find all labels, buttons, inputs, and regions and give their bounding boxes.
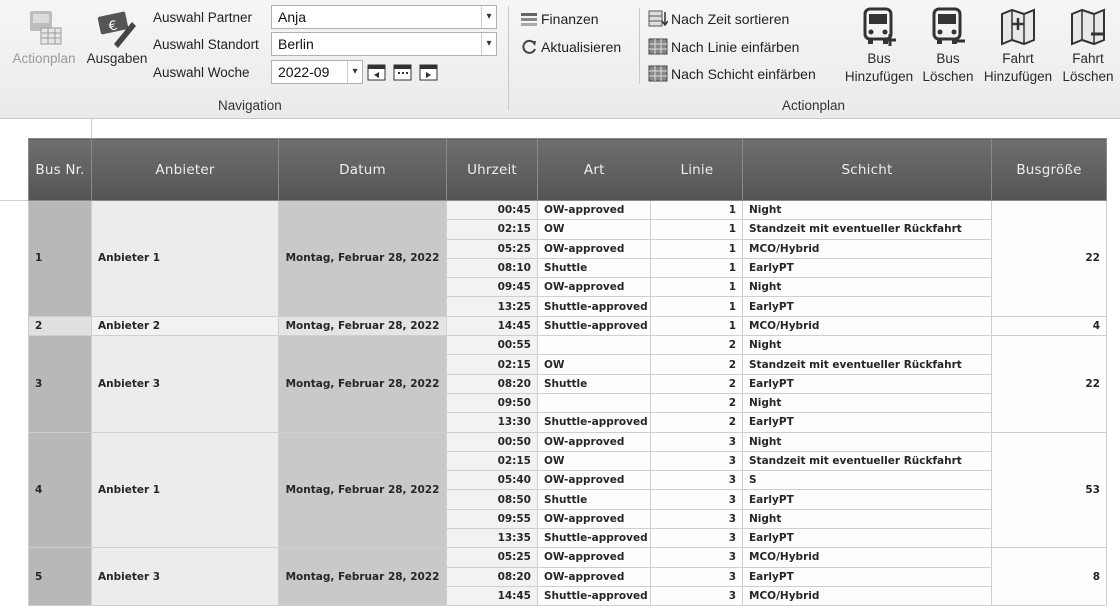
map-delete-icon — [1068, 6, 1108, 48]
cell-anbieter[interactable]: Anbieter 3 — [92, 336, 279, 432]
cell-schicht[interactable]: MCO/Hybrid — [743, 548, 992, 567]
cell-uhrzeit[interactable]: 13:35 — [447, 529, 538, 548]
header-datum[interactable]: Datum — [279, 139, 447, 201]
header-uhrzeit[interactable]: Uhrzeit — [447, 139, 538, 201]
bus-delete-label-2: Löschen — [922, 69, 974, 84]
partner-label: Auswahl Partner — [153, 10, 253, 25]
map-add-icon — [998, 6, 1038, 48]
cell-linie[interactable]: 1 — [651, 220, 743, 239]
cell-uhrzeit[interactable]: 14:45 — [447, 316, 538, 335]
cell-bus-nr[interactable]: 1 — [29, 201, 92, 317]
cell-schicht[interactable]: Night — [743, 432, 992, 451]
cell-art[interactable]: Shuttle-approved — [538, 297, 651, 316]
actionplan-label: Actionplan — [12, 51, 76, 66]
cell-datum[interactable]: Montag, Februar 28, 2022 — [279, 336, 447, 432]
cell-art[interactable] — [538, 336, 651, 355]
chevron-down-icon[interactable]: ▾ — [481, 6, 496, 28]
cell-linie[interactable]: 1 — [651, 297, 743, 316]
ausgaben-label: Ausgaben — [86, 51, 148, 66]
cell-schicht[interactable]: Night — [743, 509, 992, 528]
cell-schicht[interactable]: EarlyPT — [743, 413, 992, 432]
next-week-icon[interactable] — [419, 63, 439, 81]
cell-art[interactable]: OW-approved — [538, 278, 651, 297]
header-linie[interactable]: Linie — [651, 139, 743, 201]
cell-busgroesse[interactable]: 22 — [992, 201, 1107, 317]
bus-add-icon — [859, 6, 899, 48]
header-schicht[interactable]: Schicht — [743, 139, 992, 201]
bus-delete-button[interactable] — [920, 6, 976, 86]
cell-art[interactable]: OW-approved — [538, 567, 651, 586]
cell-art[interactable]: OW-approved — [538, 548, 651, 567]
cell-linie[interactable]: 2 — [651, 355, 743, 374]
cell-uhrzeit[interactable]: 02:15 — [447, 355, 538, 374]
calendar-icon[interactable] — [393, 63, 413, 81]
ausgaben-button[interactable] — [84, 8, 150, 68]
bus-add-label-1: Bus — [867, 51, 891, 66]
table-header-row — [29, 139, 1107, 201]
cell-bus-nr[interactable]: 3 — [29, 336, 92, 432]
cell-art[interactable]: OW-approved — [538, 509, 651, 528]
cell-linie[interactable]: 3 — [651, 471, 743, 490]
bus-add-button[interactable] — [838, 6, 920, 86]
cell-uhrzeit[interactable]: 00:55 — [447, 336, 538, 355]
svg-text:€: € — [107, 18, 119, 35]
aktualisieren-label: Aktualisieren — [541, 39, 622, 55]
previous-week-icon[interactable] — [367, 63, 387, 81]
cell-linie[interactable]: 2 — [651, 393, 743, 412]
fahrt-add-label-1: Fahrt — [1002, 51, 1034, 66]
fahrt-delete-button[interactable] — [1058, 6, 1118, 86]
color-table-icon — [648, 65, 668, 82]
aktualisieren-button[interactable] — [520, 38, 621, 56]
cell-schicht[interactable]: Standzeit mit eventueller Rückfahrt — [743, 355, 992, 374]
cell-datum[interactable]: Montag, Februar 28, 2022 — [279, 316, 447, 335]
cell-art[interactable]: OW-approved — [538, 471, 651, 490]
cell-schicht[interactable]: EarlyPT — [743, 374, 992, 393]
cell-schicht[interactable]: EarlyPT — [743, 529, 992, 548]
cell-uhrzeit[interactable]: 05:40 — [447, 471, 538, 490]
cell-busgroesse[interactable]: 4 — [992, 316, 1107, 335]
navigation-group-label: Navigation — [218, 98, 282, 113]
partner-select[interactable] — [271, 5, 497, 29]
cell-datum[interactable]: Montag, Februar 28, 2022 — [279, 201, 447, 317]
cell-uhrzeit[interactable]: 05:25 — [447, 548, 538, 567]
finanzen-button[interactable] — [520, 10, 599, 28]
cell-schicht[interactable]: Night — [743, 393, 992, 412]
cell-linie[interactable]: 2 — [651, 374, 743, 393]
finanzen-label: Finanzen — [541, 11, 599, 27]
cell-linie[interactable]: 2 — [651, 336, 743, 355]
cell-linie[interactable]: 2 — [651, 413, 743, 432]
cell-busgroesse[interactable]: 8 — [992, 548, 1107, 606]
cell-linie[interactable]: 3 — [651, 548, 743, 567]
cell-linie[interactable]: 3 — [651, 509, 743, 528]
color-by-shift-button[interactable] — [648, 65, 816, 83]
cell-art[interactable]: OW-approved — [538, 239, 651, 258]
cell-uhrzeit[interactable]: 14:45 — [447, 586, 538, 605]
euro-note-pen-icon — [96, 8, 138, 48]
bus-delete-icon — [928, 6, 968, 48]
cell-uhrzeit[interactable]: 08:20 — [447, 374, 538, 393]
cell-linie[interactable]: 3 — [651, 529, 743, 548]
cell-schicht[interactable]: Standzeit mit eventueller Rückfahrt — [743, 451, 992, 470]
cell-linie[interactable]: 3 — [651, 567, 743, 586]
standort-label: Auswahl Standort — [153, 37, 259, 52]
refresh-icon — [520, 39, 538, 55]
cell-art[interactable]: Shuttle — [538, 258, 651, 277]
cell-schicht[interactable]: MCO/Hybrid — [743, 586, 992, 605]
woche-select[interactable] — [271, 60, 363, 84]
actionplan-table — [28, 138, 1107, 606]
cell-art[interactable]: OW — [538, 355, 651, 374]
header-busgroesse[interactable]: Busgröße — [992, 139, 1107, 201]
woche-label: Auswahl Woche — [153, 65, 250, 80]
fahrt-delete-label-1: Fahrt — [1072, 51, 1104, 66]
cell-linie[interactable]: 1 — [651, 239, 743, 258]
cell-uhrzeit[interactable]: 00:50 — [447, 432, 538, 451]
bus-add-label-2: Hinzufügen — [844, 69, 914, 84]
cell-linie[interactable]: 1 — [651, 316, 743, 335]
cell-art[interactable]: Shuttle — [538, 490, 651, 509]
cell-uhrzeit[interactable]: 13:25 — [447, 297, 538, 316]
cell-schicht[interactable]: MCO/Hybrid — [743, 316, 992, 335]
cell-schicht[interactable]: S — [743, 471, 992, 490]
cell-uhrzeit[interactable]: 02:15 — [447, 220, 538, 239]
cell-art[interactable]: Shuttle-approved — [538, 586, 651, 605]
cell-anbieter[interactable]: Anbieter 2 — [92, 316, 279, 335]
chevron-down-icon[interactable]: ▾ — [347, 61, 362, 83]
cell-uhrzeit[interactable]: 08:50 — [447, 490, 538, 509]
header-bus-nr[interactable]: Bus Nr. — [29, 139, 92, 201]
finance-icon — [520, 11, 538, 27]
cell-datum[interactable]: Montag, Februar 28, 2022 — [279, 548, 447, 606]
standort-select[interactable] — [271, 32, 497, 56]
table-row — [29, 336, 1107, 355]
cell-bus-nr[interactable]: 4 — [29, 432, 92, 548]
cell-linie[interactable]: 1 — [651, 278, 743, 297]
cell-uhrzeit[interactable]: 09:55 — [447, 509, 538, 528]
sort-by-time-label: Nach Zeit sortieren — [671, 11, 790, 27]
cell-schicht[interactable]: EarlyPT — [743, 258, 992, 277]
cell-art[interactable]: OW-approved — [538, 201, 651, 220]
header-art[interactable]: Art — [538, 139, 651, 201]
sort-table-icon — [648, 10, 668, 27]
table-row — [29, 316, 1107, 335]
color-by-line-button[interactable] — [648, 38, 799, 56]
table-row — [29, 432, 1107, 451]
color-table-icon — [648, 38, 668, 55]
cell-anbieter[interactable]: Anbieter 1 — [92, 201, 279, 317]
cell-schicht[interactable]: Night — [743, 201, 992, 220]
header-anbieter[interactable]: Anbieter — [92, 139, 279, 201]
cell-schicht[interactable]: EarlyPT — [743, 297, 992, 316]
woche-value: 2022-09 — [278, 64, 330, 80]
cell-art[interactable]: Shuttle-approved — [538, 529, 651, 548]
cell-schicht[interactable]: MCO/Hybrid — [743, 239, 992, 258]
actionplan-button[interactable] — [8, 8, 80, 68]
cell-art[interactable]: OW-approved — [538, 432, 651, 451]
sheet-gridline — [0, 200, 28, 201]
cell-linie[interactable]: 1 — [651, 258, 743, 277]
cell-linie[interactable]: 3 — [651, 586, 743, 605]
cell-uhrzeit[interactable]: 13:30 — [447, 413, 538, 432]
cell-busgroesse[interactable]: 22 — [992, 336, 1107, 432]
cell-art[interactable]: Shuttle-approved — [538, 413, 651, 432]
cell-schicht[interactable]: Night — [743, 278, 992, 297]
standort-value: Berlin — [278, 36, 314, 52]
cell-schicht[interactable]: Standzeit mit eventueller Rückfahrt — [743, 220, 992, 239]
fahrt-delete-label-2: Löschen — [1062, 69, 1114, 84]
group-separator — [639, 8, 640, 84]
cell-busgroesse[interactable]: 53 — [992, 432, 1107, 548]
cell-anbieter[interactable]: Anbieter 3 — [92, 548, 279, 606]
chevron-down-icon[interactable]: ▾ — [481, 33, 496, 55]
cell-art[interactable]: OW — [538, 451, 651, 470]
cell-linie[interactable]: 3 — [651, 451, 743, 470]
cell-art[interactable]: OW — [538, 220, 651, 239]
cell-art[interactable]: Shuttle-approved — [538, 316, 651, 335]
cell-linie[interactable]: 1 — [651, 201, 743, 220]
table-body — [29, 201, 1107, 606]
cell-uhrzeit[interactable]: 00:45 — [447, 201, 538, 220]
actionplan-group-label: Actionplan — [782, 98, 846, 113]
color-by-shift-label: Nach Schicht einfärben — [671, 66, 816, 82]
cell-bus-nr[interactable]: 2 — [29, 316, 92, 335]
cell-anbieter[interactable]: Anbieter 1 — [92, 432, 279, 548]
cell-schicht[interactable]: EarlyPT — [743, 567, 992, 586]
cell-art[interactable] — [538, 393, 651, 412]
fahrt-add-label-2: Hinzufügen — [983, 69, 1053, 84]
table-row — [29, 201, 1107, 220]
sort-by-time-button[interactable] — [648, 10, 789, 28]
actionplan-icon — [25, 8, 63, 48]
cell-linie[interactable]: 3 — [651, 432, 743, 451]
ribbon — [0, 0, 1120, 119]
cell-uhrzeit[interactable]: 08:10 — [447, 258, 538, 277]
fahrt-add-button[interactable] — [978, 6, 1058, 86]
cell-schicht[interactable]: EarlyPT — [743, 490, 992, 509]
cell-uhrzeit[interactable]: 08:20 — [447, 567, 538, 586]
cell-datum[interactable]: Montag, Februar 28, 2022 — [279, 432, 447, 548]
bus-delete-label-1: Bus — [936, 51, 960, 66]
group-separator — [508, 6, 509, 110]
cell-uhrzeit[interactable]: 05:25 — [447, 239, 538, 258]
cell-uhrzeit[interactable]: 02:15 — [447, 451, 538, 470]
sheet-gridline — [91, 119, 92, 139]
table-row — [29, 548, 1107, 567]
cell-schicht[interactable]: Night — [743, 336, 992, 355]
color-by-line-label: Nach Linie einfärben — [671, 39, 800, 55]
cell-linie[interactable]: 3 — [651, 490, 743, 509]
cell-uhrzeit[interactable]: 09:50 — [447, 393, 538, 412]
cell-uhrzeit[interactable]: 09:45 — [447, 278, 538, 297]
partner-value: Anja — [278, 9, 307, 25]
cell-art[interactable]: Shuttle — [538, 374, 651, 393]
cell-bus-nr[interactable]: 5 — [29, 548, 92, 606]
